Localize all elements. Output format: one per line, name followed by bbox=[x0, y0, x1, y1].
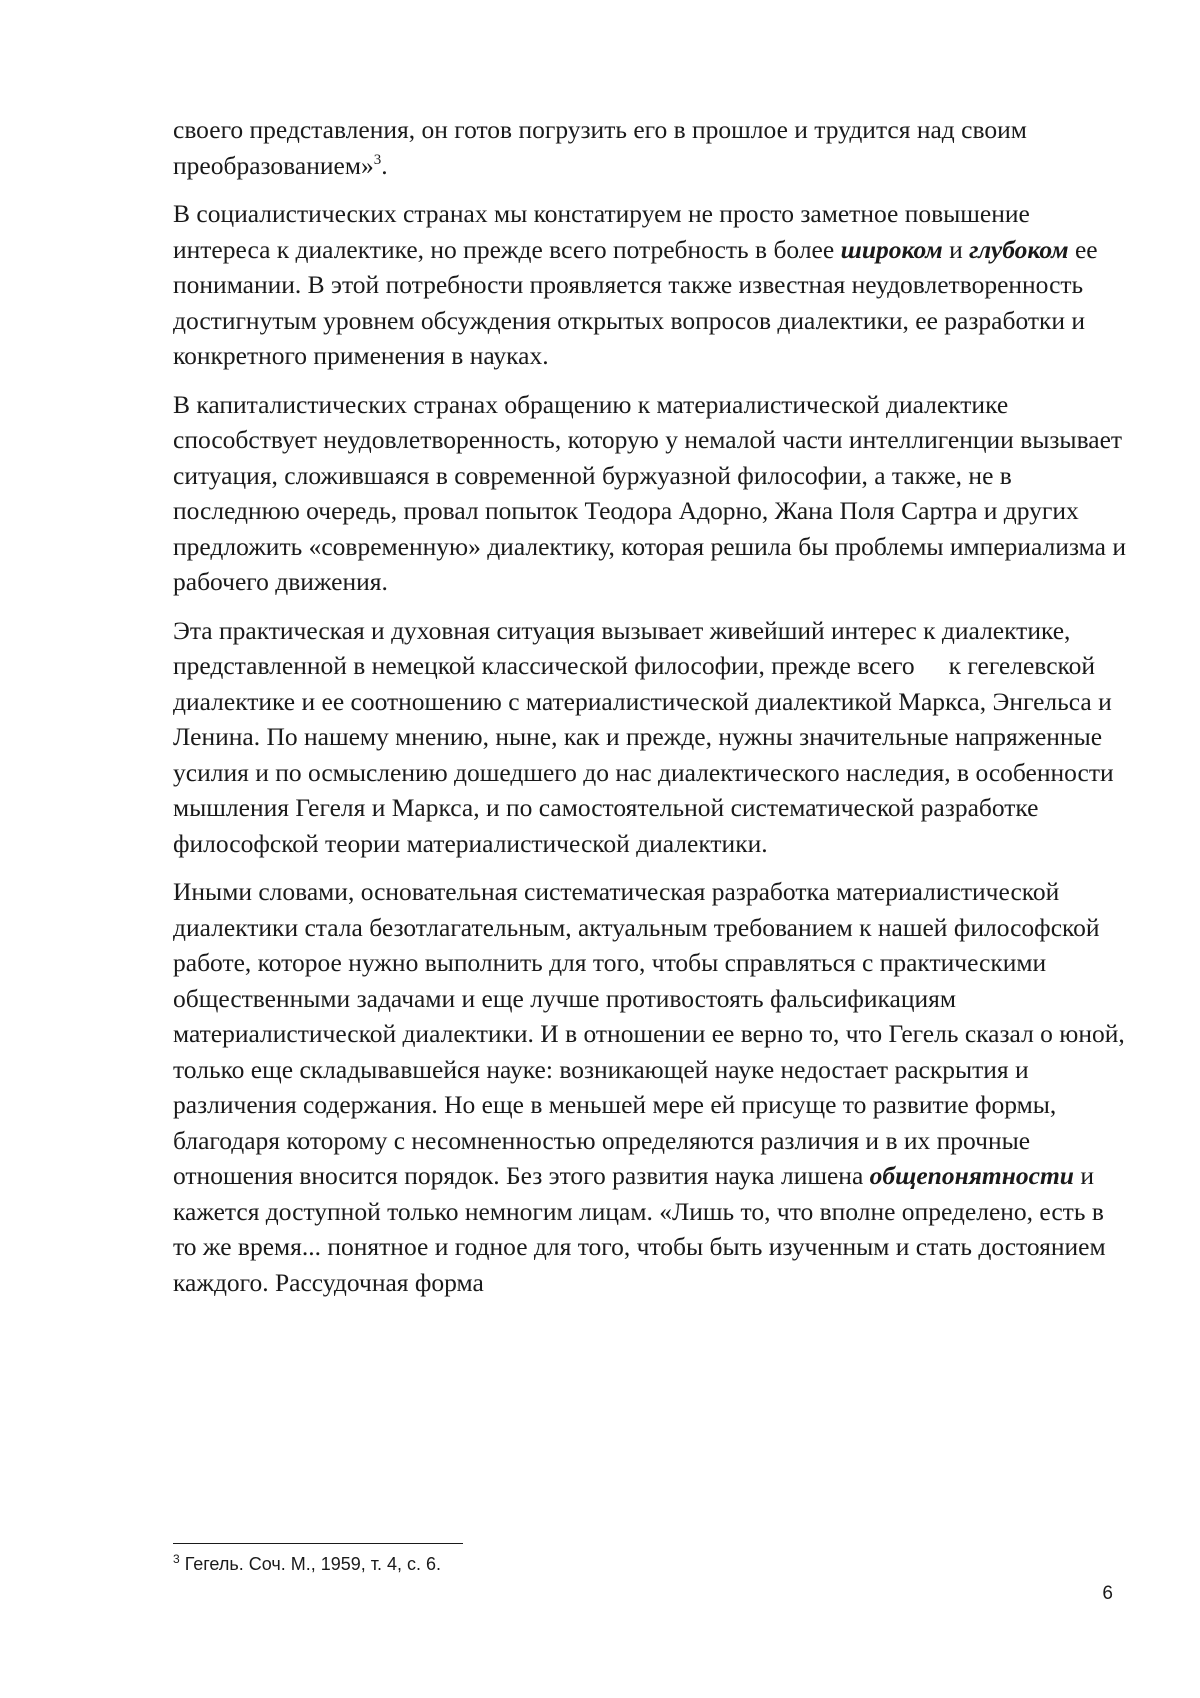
paragraph-5-before: Иными словами, основательная систематическая разработка материалистической диалектики стала безотлагательным, актуальным требованием к нашей философской работе, которое нужно выполнить для того, чтобы справляться с практическими общественными задачами и еще лучше противостоять фальсификациям материалистической диалектики. И в отношении ее верно то, что Гегель сказал о юной, только еще складывавшейся науке: возникающей науке недостает раскрытия и различения содержания. Но еще в меньшей мере ей присуще то развитие формы, благодаря которому с несомненностью определяются различия и в их прочные отношения вносится порядок. Без этого развития наука лишена bbox=[173, 877, 1125, 1190]
paragraph-1-tail: . bbox=[381, 150, 388, 180]
footnote-reference[interactable]: 3 bbox=[373, 151, 382, 168]
footnote-number: 3 bbox=[173, 1552, 180, 1566]
footnote-text: Гегель. Соч. М., 1959, т. 4, с. 6. bbox=[179, 1554, 442, 1574]
paragraph-5-after: и кажется доступной только немногим лицам. «Лишь то, что вполне определено, есть в то же время... понятное и годное для того, чтобы быть изученным и стать достоянием каждого. Рассудочная форма bbox=[173, 1161, 1106, 1297]
paragraph-4 bbox=[173, 613, 1128, 862]
footnote-separator bbox=[173, 1543, 463, 1544]
paragraph-4-before: Эта практическая и духовная ситуация вызывает живейший интерес к диалектике, представленной в немецкой классической философии, прежде всего bbox=[173, 615, 1071, 680]
paragraph-5 bbox=[173, 874, 1128, 1300]
paragraph-2 bbox=[173, 196, 1128, 374]
footnote bbox=[173, 1553, 441, 1575]
paragraph-4-after: к гегелевской диалектике и ее соотношению с материалистической диалектикой Маркса, Энгельса и Ленина. По нашему мнению, ныне, как и прежде, нужны значительные напряженные усилия и по осмыслению дошедшего до нас диалектического наследия, в особенности мышления Гегеля и Маркса, и по самостоятельной систематической разработке философской теории материалистической диалектики. bbox=[173, 651, 1114, 858]
paragraph-3-text: В капиталистических странах обращению к материалистической диалектике способствует неудовлетворенность, которую у немалой части интеллигенции вызывает ситуация, сложившаяся в современной буржуазной философии, а также, не в последнюю очередь, провал попыток Теодора Адорно, Жана Поля Сартра и других предложить «современную» диалектику, которая решила бы проблемы империализма и рабочего движения. bbox=[173, 389, 1126, 596]
paragraph-1 bbox=[173, 112, 1128, 183]
paragraph-2-after: ее понимании. В этой потребности проявляется также известная неудовлетворенность достигнутым уровнем обсуждения открытых вопросов диалектики, ее разработки и конкретного применения в науках. bbox=[173, 234, 1098, 370]
paragraph-2-before: В социалистических странах мы констатируем не просто заметное повышение интереса к диалектике, но прежде всего потребность в более bbox=[173, 199, 1030, 264]
page-number: 6 bbox=[1102, 1583, 1113, 1604]
body-text bbox=[173, 112, 1128, 1313]
emphasis-glubokom: глубоком bbox=[969, 234, 1069, 264]
emphasis-obshcheponyatnosti: общепонятности bbox=[869, 1161, 1074, 1190]
paragraph-1-text: своего представления, он готов погрузить его в прошлое и трудится над своим преобразованием» bbox=[173, 115, 1027, 180]
emphasis-shirokom: широком bbox=[840, 234, 943, 264]
paragraph-2-mid: и bbox=[942, 234, 970, 264]
paragraph-3 bbox=[173, 387, 1128, 600]
